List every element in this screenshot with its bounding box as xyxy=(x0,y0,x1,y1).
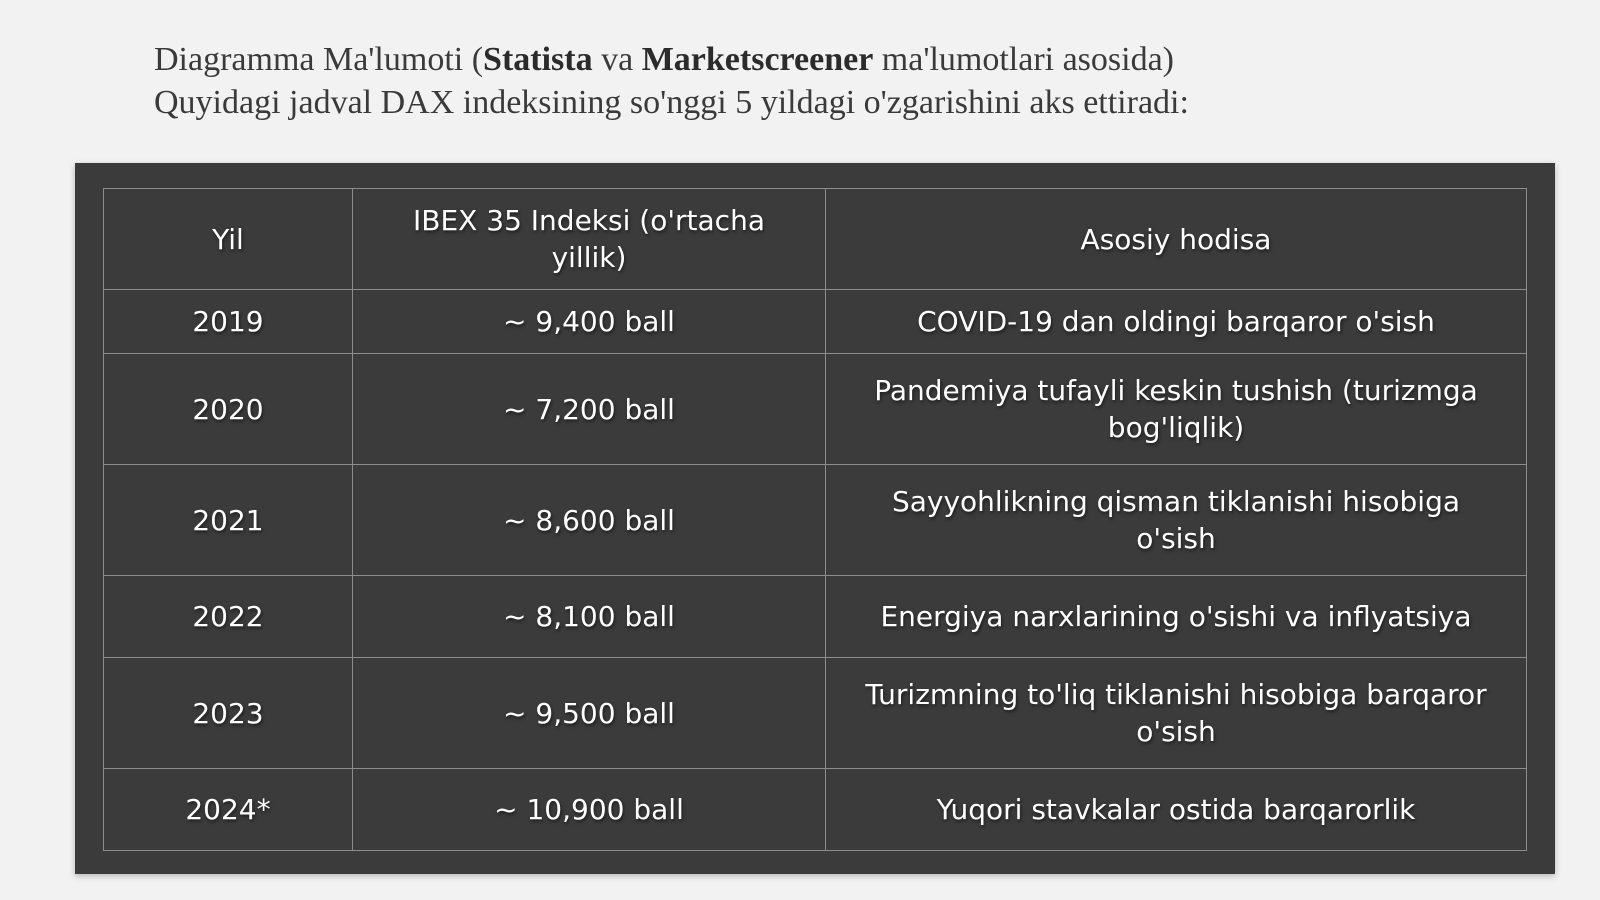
cell-index: ~ 10,900 ball xyxy=(353,769,826,851)
page-heading xyxy=(154,38,1454,124)
cell-event: Yuqori stavkalar ostida barqarorlik xyxy=(826,769,1527,851)
table-row xyxy=(104,769,1527,851)
cell-year: 2019 xyxy=(104,290,353,354)
dax-index-table xyxy=(103,188,1527,851)
cell-year: 2022 xyxy=(104,576,353,658)
table-row xyxy=(104,465,1527,576)
header-year: Yil xyxy=(104,189,353,290)
cell-event: Pandemiya tufayli keskin tushish (turizmga bog'liqlik) xyxy=(826,354,1527,465)
table-row xyxy=(104,290,1527,354)
cell-event: Sayyohlikning qisman tiklanishi hisobiga o'sish xyxy=(826,465,1527,576)
cell-index: ~ 8,100 ball xyxy=(353,576,826,658)
cell-event: COVID-19 dan oldingi barqaror o'sish xyxy=(826,290,1527,354)
header-event: Asosiy hodisa xyxy=(826,189,1527,290)
cell-year: 2021 xyxy=(104,465,353,576)
source-statista: Statista xyxy=(483,41,593,78)
source-marketscreener: Marketscreener xyxy=(641,41,874,78)
heading-text-mid: va xyxy=(592,41,642,78)
cell-year: 2023 xyxy=(104,658,353,769)
table-row xyxy=(104,576,1527,658)
table-row xyxy=(104,658,1527,769)
cell-event: Turizmning to'liq tiklanishi hisobiga barqaror o'sish xyxy=(826,658,1527,769)
heading-line-1 xyxy=(154,38,1454,81)
cell-year: 2020 xyxy=(104,354,353,465)
cell-index: ~ 8,600 ball xyxy=(353,465,826,576)
cell-index: ~ 9,400 ball xyxy=(353,290,826,354)
cell-event: Energiya narxlarining o'sishi va inflyatsiya xyxy=(826,576,1527,658)
cell-index: ~ 9,500 ball xyxy=(353,658,826,769)
cell-index: ~ 7,200 ball xyxy=(353,354,826,465)
table-panel xyxy=(75,163,1555,874)
table-row xyxy=(104,354,1527,465)
heading-line-2: Quyidagi jadval DAX indeksining so'nggi 5 yildagi o'zgarishini aks ettiradi: xyxy=(154,84,1189,121)
table-header-row xyxy=(104,189,1527,290)
heading-text-before: Diagramma Ma'lumoti ( xyxy=(154,41,484,78)
cell-year: 2024* xyxy=(104,769,353,851)
header-index: IBEX 35 Indeksi (o'rtacha yillik) xyxy=(353,189,826,290)
heading-text-after: ma'lumotlari asosida) xyxy=(873,41,1175,78)
